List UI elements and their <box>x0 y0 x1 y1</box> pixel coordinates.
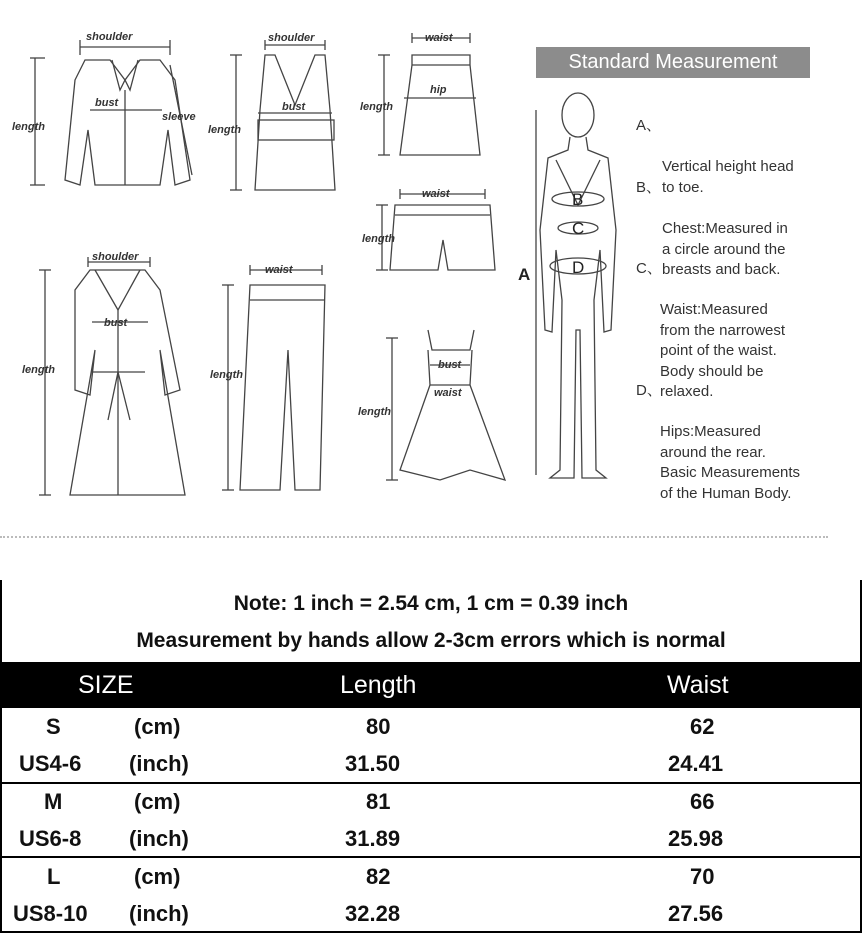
shorts-length-label: length <box>362 233 395 245</box>
row-m-unit-cm: (cm) <box>134 789 181 814</box>
coat-length-label: length <box>22 364 55 376</box>
row-m-us-size: US6-8 <box>19 826 82 851</box>
coat-drawing <box>39 257 185 495</box>
conversion-note: Note: 1 inch = 2.54 cm, 1 cm = 0.39 inch <box>233 592 629 615</box>
skirt-drawing <box>378 33 480 155</box>
tank-shoulder-label: shoulder <box>268 32 315 44</box>
definition-c-text: Waist:Measured from the narrowest point of the waist. Body should be relaxed. <box>660 301 786 400</box>
definition-d-text: Hips:Measured around the rear. Basic Measurements of the Human Body. <box>660 423 801 502</box>
skirt-hip-label: hip <box>430 84 447 96</box>
row-s-waist-cm: 62 <box>690 714 715 739</box>
definition-a-text: Vertical height head to toe. <box>662 158 794 196</box>
coat-shoulder-label: shoulder <box>92 251 139 263</box>
blouse-sleeve-label: sleeve <box>162 111 196 123</box>
row-m-waist-inch: 25.98 <box>668 826 724 851</box>
definition-b-letter: B、 <box>636 179 662 196</box>
shorts-waist-label: waist <box>422 188 450 200</box>
error-note: Measurement by hands allow 2-3cm errors which is normal <box>136 629 726 652</box>
table-header <box>0 662 862 708</box>
row-divider <box>0 856 862 858</box>
row-l-waist-cm: 70 <box>690 864 715 889</box>
skirt-length-label: length <box>360 101 393 113</box>
mark-c: C <box>572 219 585 238</box>
row-l-unit-inch: (inch) <box>129 901 189 926</box>
row-m-length-cm: 81 <box>366 789 391 814</box>
blouse-shoulder-label: shoulder <box>86 31 133 43</box>
row-s-waist-inch: 24.41 <box>668 751 724 776</box>
mark-a: A <box>518 265 531 284</box>
dress-bust-label: bust <box>438 359 462 371</box>
row-s-size: S <box>46 714 61 739</box>
mark-b: B <box>572 190 584 209</box>
row-l-length-inch: 32.28 <box>345 901 401 926</box>
header-size: SIZE <box>78 671 134 699</box>
standard-measurement-title: Standard Measurement <box>536 47 810 78</box>
row-l-unit-cm: (cm) <box>134 864 181 889</box>
row-l-length-cm: 82 <box>366 864 391 889</box>
dress-length-label: length <box>358 406 391 418</box>
definition-d <box>636 381 800 525</box>
blouse-length-label: length <box>12 121 45 133</box>
row-m-unit-inch: (inch) <box>129 826 189 851</box>
definition-c-letter: C、 <box>636 260 662 277</box>
row-l-waist-inch: 27.56 <box>668 901 724 926</box>
shorts-drawing <box>376 189 495 270</box>
header-length: Length <box>340 671 417 699</box>
row-m-waist-cm: 66 <box>690 789 715 814</box>
tank-drawing <box>230 40 335 190</box>
row-l-us-size: US8-10 <box>13 901 88 926</box>
trousers-waist-label: waist <box>265 264 293 276</box>
mark-d: D <box>572 258 585 277</box>
row-m-length-inch: 31.89 <box>345 826 401 851</box>
dress-drawing <box>386 330 505 480</box>
dotted-divider <box>0 536 828 538</box>
definition-a-letter: A、 <box>636 117 662 134</box>
row-s-unit-cm: (cm) <box>134 714 181 739</box>
trousers-length-label: length <box>210 369 243 381</box>
coat-bust-label: bust <box>104 317 128 329</box>
row-divider <box>0 782 862 784</box>
dress-waist-label: waist <box>434 387 462 399</box>
skirt-waist-label: waist <box>425 32 453 44</box>
row-m-size: M <box>44 789 63 814</box>
definition-b-text: Chest:Measured in a circle around the breasts and back. <box>662 220 788 278</box>
row-s-length-inch: 31.50 <box>345 751 401 776</box>
tank-length-label: length <box>208 124 241 136</box>
row-l-size: L <box>47 864 61 889</box>
row-s-unit-inch: (inch) <box>129 751 189 776</box>
header-waist: Waist <box>667 671 729 699</box>
definition-d-letter: D、 <box>636 382 662 399</box>
row-s-us-size: US4-6 <box>19 751 82 776</box>
row-s-length-cm: 80 <box>366 714 391 739</box>
tank-bust-label: bust <box>282 101 306 113</box>
body-silhouette <box>536 93 616 478</box>
blouse-bust-label: bust <box>95 97 119 109</box>
